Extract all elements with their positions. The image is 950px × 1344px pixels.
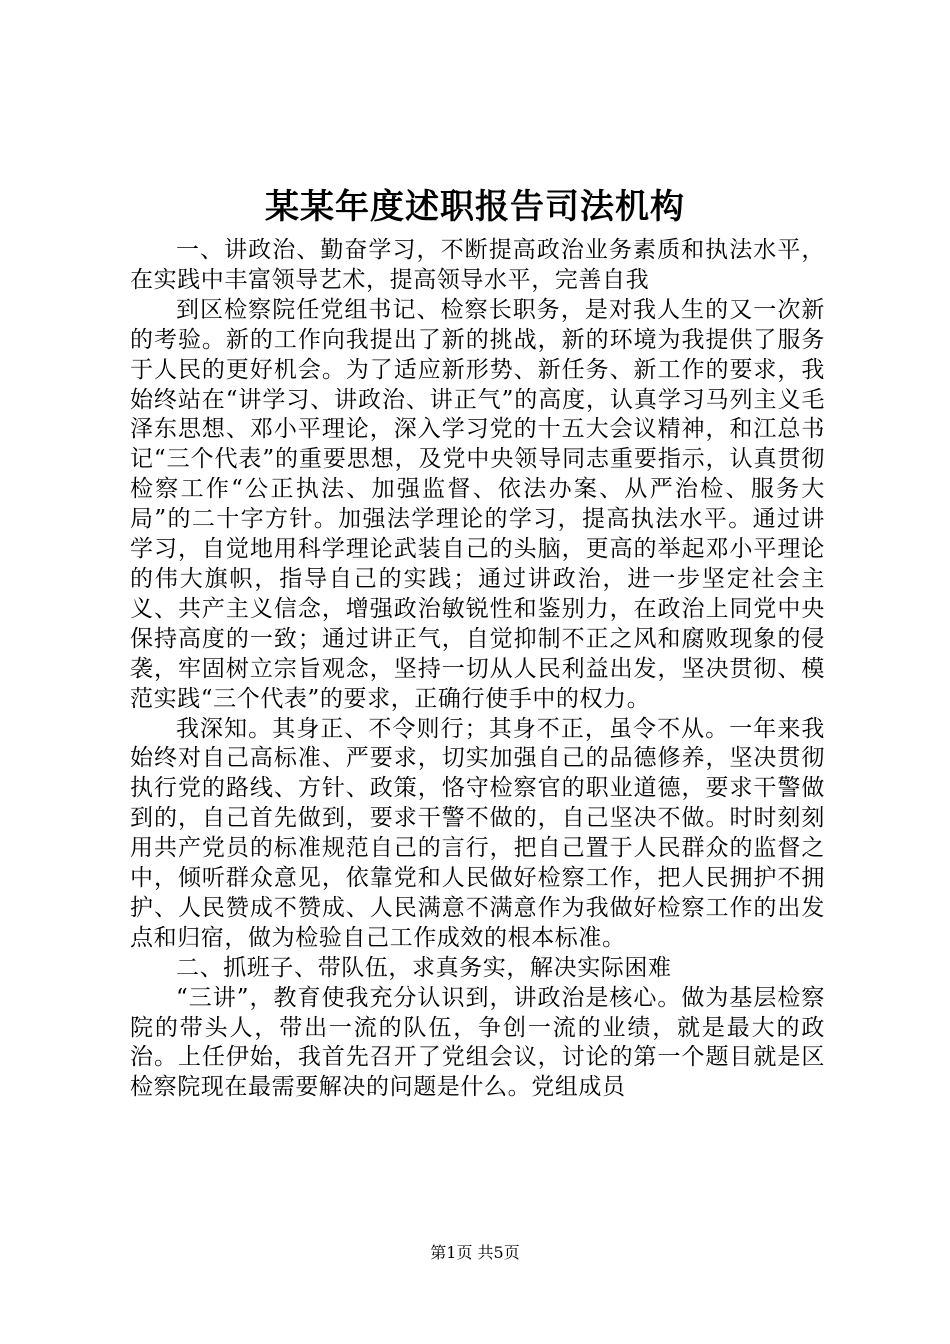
paragraph-3: 我深知。其身正、不令则行；其身不正，虽令不从。一年来我始终对自己高标准、严要求，切实加强自己的品德修养，坚决贯彻执行党的路线、方针、政策，恪守检察官的职业道德，要求干警做到的，自己首先做到，要求干警不做的，自己坚决不做。时时刻刻用共产党员的标准规范自己的言行，把自己置于人民群众的监督之中，倾听群众意见，依靠党和人民做好检察工作，把人民拥护不拥护、人民赞成不赞成、人民满意不满意作为我做好检察工作的出发点和归宿，做为检验自己工作成效的根本标准。 xyxy=(130,715,825,951)
document-body xyxy=(130,236,825,1103)
document-title: 某某年度述职报告司法机构 xyxy=(265,187,685,227)
paragraph-1: 一、讲政治、勤奋学习，不断提高政治业务素质和执法水平，在实践中丰富领导艺术，提高领导水平，完善自我 xyxy=(130,237,825,293)
paragraph-2: 到区检察院任党组书记、检察长职务，是对我人生的又一次新的考验。新的工作向我提出了新的挑战，新的环境为我提供了服务于人民的更好机会。为了适应新形势、新任务、新工作的要求，我始终站在“讲学习、讲政治、讲正气”的高度，认真学习马列主义毛泽东思想、邓小平理论，深入学习党的十五大会议精神，和江总书记“三个代表”的重要思想，及党中央领导同志重要指示，认真贯彻检察工作“公正执法、加强监督、依法办案、从严治检、服务大局”的二十字方针。加强法学理论的学习，提高执法水平。通过讲学习，自觉地用科学理论武装自己的头脑，更高的举起邓小平理论的伟大旗帜，指导自己的实践；通过讲政治，进一步坚定社会主义、共产主义信念，增强政治敏锐性和鉴别力，在政治上同党中央保持高度的一致；通过讲正气，自觉抑制不正之风和腐败现象的侵袭，牢固树立宗旨观念，坚持一切从人民利益出发，坚决贯彻、模范实践“三个代表”的要求，正确行使手中的权力。 xyxy=(130,296,825,712)
paragraph-5: “三讲”，教育使我充分认识到，讲政治是核心。做为基层检察院的带头人，带出一流的队伍，争创一流的业绩，就是最大的政治。上任伊始，我首先召开了党组会议，讨论的第一个题目就是区检察院现在最需要解决的问题是什么。党组成员 xyxy=(130,984,825,1101)
page-number-footer: 第1页 共5页 xyxy=(430,1243,520,1262)
paragraph-4: 二、抓班子、带队伍，求真务实，解决实际困难 xyxy=(176,954,672,981)
